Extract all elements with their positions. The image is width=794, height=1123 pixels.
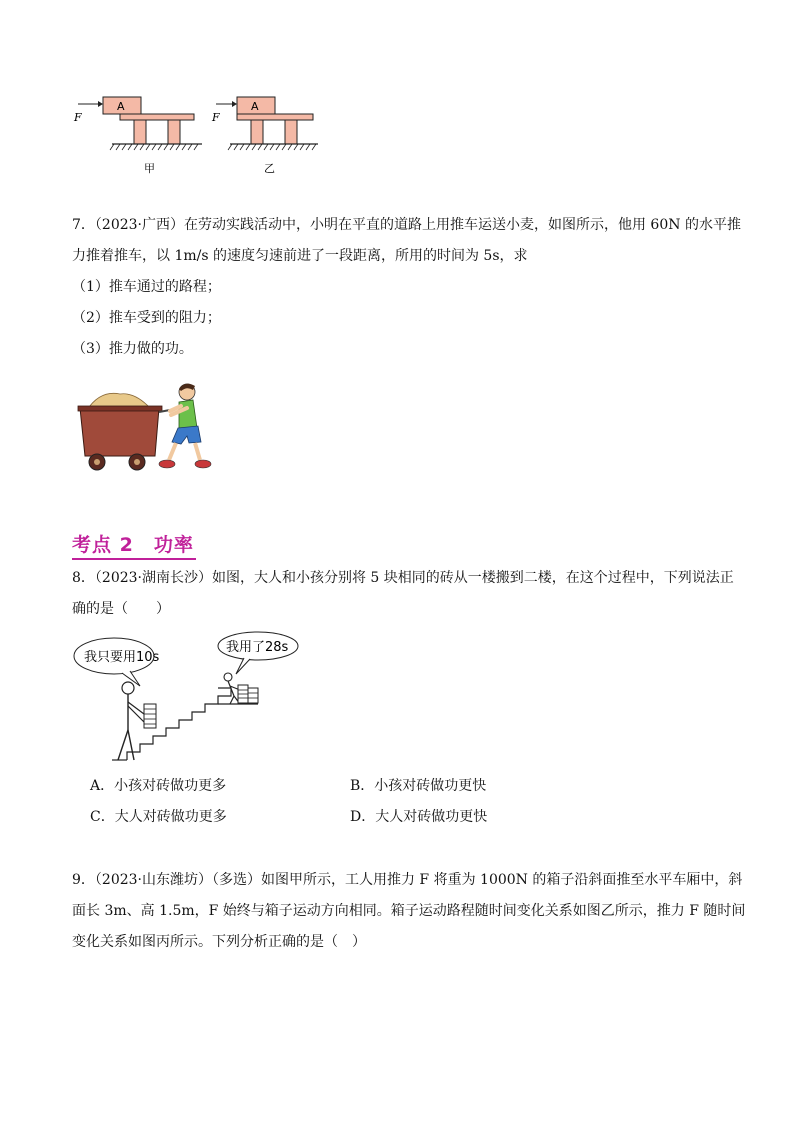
q8-option-c[interactable]: C．大人对砖做功更多: [90, 809, 227, 825]
force-arrow-left-icon: [98, 101, 103, 107]
force-arrow-right-icon: [232, 101, 237, 107]
child-figure: [224, 673, 232, 681]
stairs-figure: [72, 630, 312, 765]
q8-option-b[interactable]: B．小孩对砖做功更快: [350, 778, 487, 794]
block-a-right-label: A: [251, 100, 259, 113]
child-speech-text: 我用了28s: [226, 640, 289, 655]
caption-left: 甲: [144, 162, 155, 175]
force-label-left: F: [74, 111, 82, 124]
q7-line2: 力推着推车，以 1m/s 的速度匀速前进了一段距离，所用的时间为 5s，求: [72, 248, 528, 264]
q7-line1: 7．（2023·广西）在劳动实践活动中，小明在平直的道路上用推车运送小麦，如图所示，他用 60N 的水平推: [72, 217, 741, 233]
q8-line1: 8．（2023·湖南长沙）如图，大人和小孩分别将 5 块相同的砖从一楼搬到二楼，在这个过程中，下列说法正: [72, 570, 734, 586]
section-title: 考点 2 功率: [72, 530, 196, 560]
staircase: [127, 688, 231, 760]
q7-sub2: （2）推车受到的阻力；: [72, 310, 221, 326]
table-top-right: [237, 114, 313, 120]
setup-right: [211, 97, 318, 175]
block-a-left-label: A: [117, 100, 125, 113]
block-table-figure: [70, 95, 330, 180]
q7-sub3: （3）推力做的功。: [72, 341, 193, 357]
adult-speech-text: 我只要用10s: [84, 650, 160, 665]
adult-figure: [122, 682, 134, 694]
force-label-right: F: [212, 111, 220, 124]
caption-right: 乙: [264, 162, 275, 175]
q9-line2: 面长 3m、高 1.5m，F 始终与箱子运动方向相同。箱子运动路程随时间变化关系如图乙所示，推力 F 随时间: [72, 903, 746, 919]
q8-option-d[interactable]: D．大人对砖做功更快: [350, 809, 488, 825]
table-top-left: [120, 114, 194, 120]
q8-option-a[interactable]: A．小孩对砖做功更多: [90, 778, 227, 794]
boy-pushing-cart-illustration: [75, 380, 215, 476]
q7-sub1: （1）推车通过的路程；: [72, 279, 221, 295]
q9-line1: 9．（2023·山东潍坊）（多选）如图甲所示，工人用推力 F 将重为 1000N 的箱子沿斜面推至水平车厢中，斜: [72, 872, 743, 888]
q8-line2: 确的是（ ）: [72, 601, 170, 617]
q9-line3: 变化关系如图丙所示。下列分析正确的是（ ）: [72, 934, 366, 950]
setup-left: [73, 97, 202, 175]
